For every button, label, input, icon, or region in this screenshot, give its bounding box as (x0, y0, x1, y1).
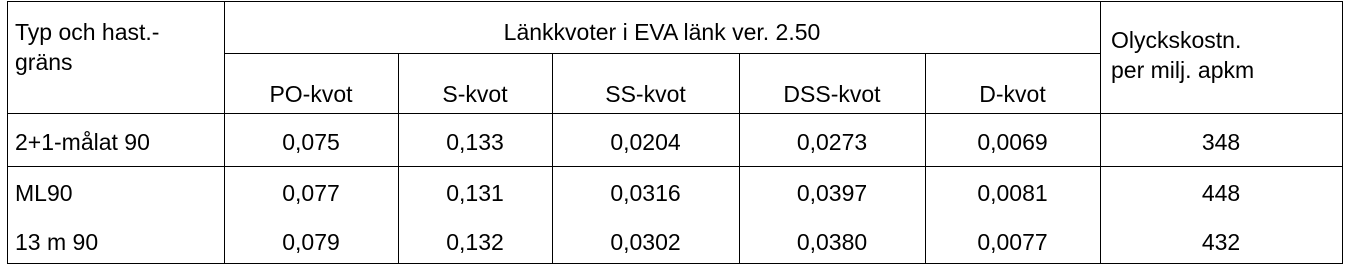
row-1-po-kvot: 0,075 (282, 129, 340, 155)
row-1-s-kvot: 0,133 (446, 129, 504, 155)
row-2-type: ML90 (15, 180, 73, 206)
row-2-po-kvot: 0,077 (282, 180, 340, 206)
header-bottom-rule (7, 113, 1343, 114)
row-2-s-kvot: 0,131 (446, 180, 504, 206)
row-3-d-kvot: 0,0077 (977, 229, 1048, 255)
row-2-cost: 448 (1201, 180, 1241, 206)
row-divider (7, 166, 1343, 167)
table-border-top (7, 1, 1343, 2)
data-table (7, 1, 1343, 264)
row-2-ss-kvot: 0,0316 (610, 180, 681, 206)
row-3-dss-kvot: 0,0380 (796, 229, 868, 255)
row-1-cost: 348 (1201, 129, 1241, 155)
subheader-s-kvot: S-kvot (442, 81, 508, 107)
row-2-dss-kvot: 0,0397 (796, 180, 868, 206)
subheader-ss-kvot: SS-kvot (605, 81, 686, 107)
row-3-type: 13 m 90 (15, 229, 99, 255)
row-1-d-kvot: 0,0069 (977, 129, 1048, 155)
row-3-cost: 432 (1201, 229, 1241, 255)
row-3-s-kvot: 0,132 (446, 229, 504, 255)
subheader-d-kvot: D-kvot (979, 81, 1046, 107)
header-type: Typ och hast.- gräns (15, 19, 160, 75)
row-3-ss-kvot: 0,0302 (610, 229, 681, 255)
header-group: Länkkvoter i EVA länk ver. 2.50 (503, 19, 821, 45)
table-border-left (7, 1, 8, 264)
row-1-ss-kvot: 0,0204 (610, 129, 681, 155)
header-cost: Olyckskostn. per milj. apkm (1111, 27, 1255, 83)
group-divider (224, 53, 1100, 54)
row-1-type: 2+1-målat 90 (15, 129, 150, 155)
row-2-d-kvot: 0,0081 (977, 180, 1048, 206)
row-1-dss-kvot: 0,0273 (796, 129, 868, 155)
subheader-dss-kvot: DSS-kvot (783, 81, 881, 107)
table-border-right (1342, 1, 1343, 264)
table-border-bottom (7, 263, 1343, 264)
row-3-po-kvot: 0,079 (282, 229, 340, 255)
subheader-po-kvot: PO-kvot (269, 81, 353, 107)
